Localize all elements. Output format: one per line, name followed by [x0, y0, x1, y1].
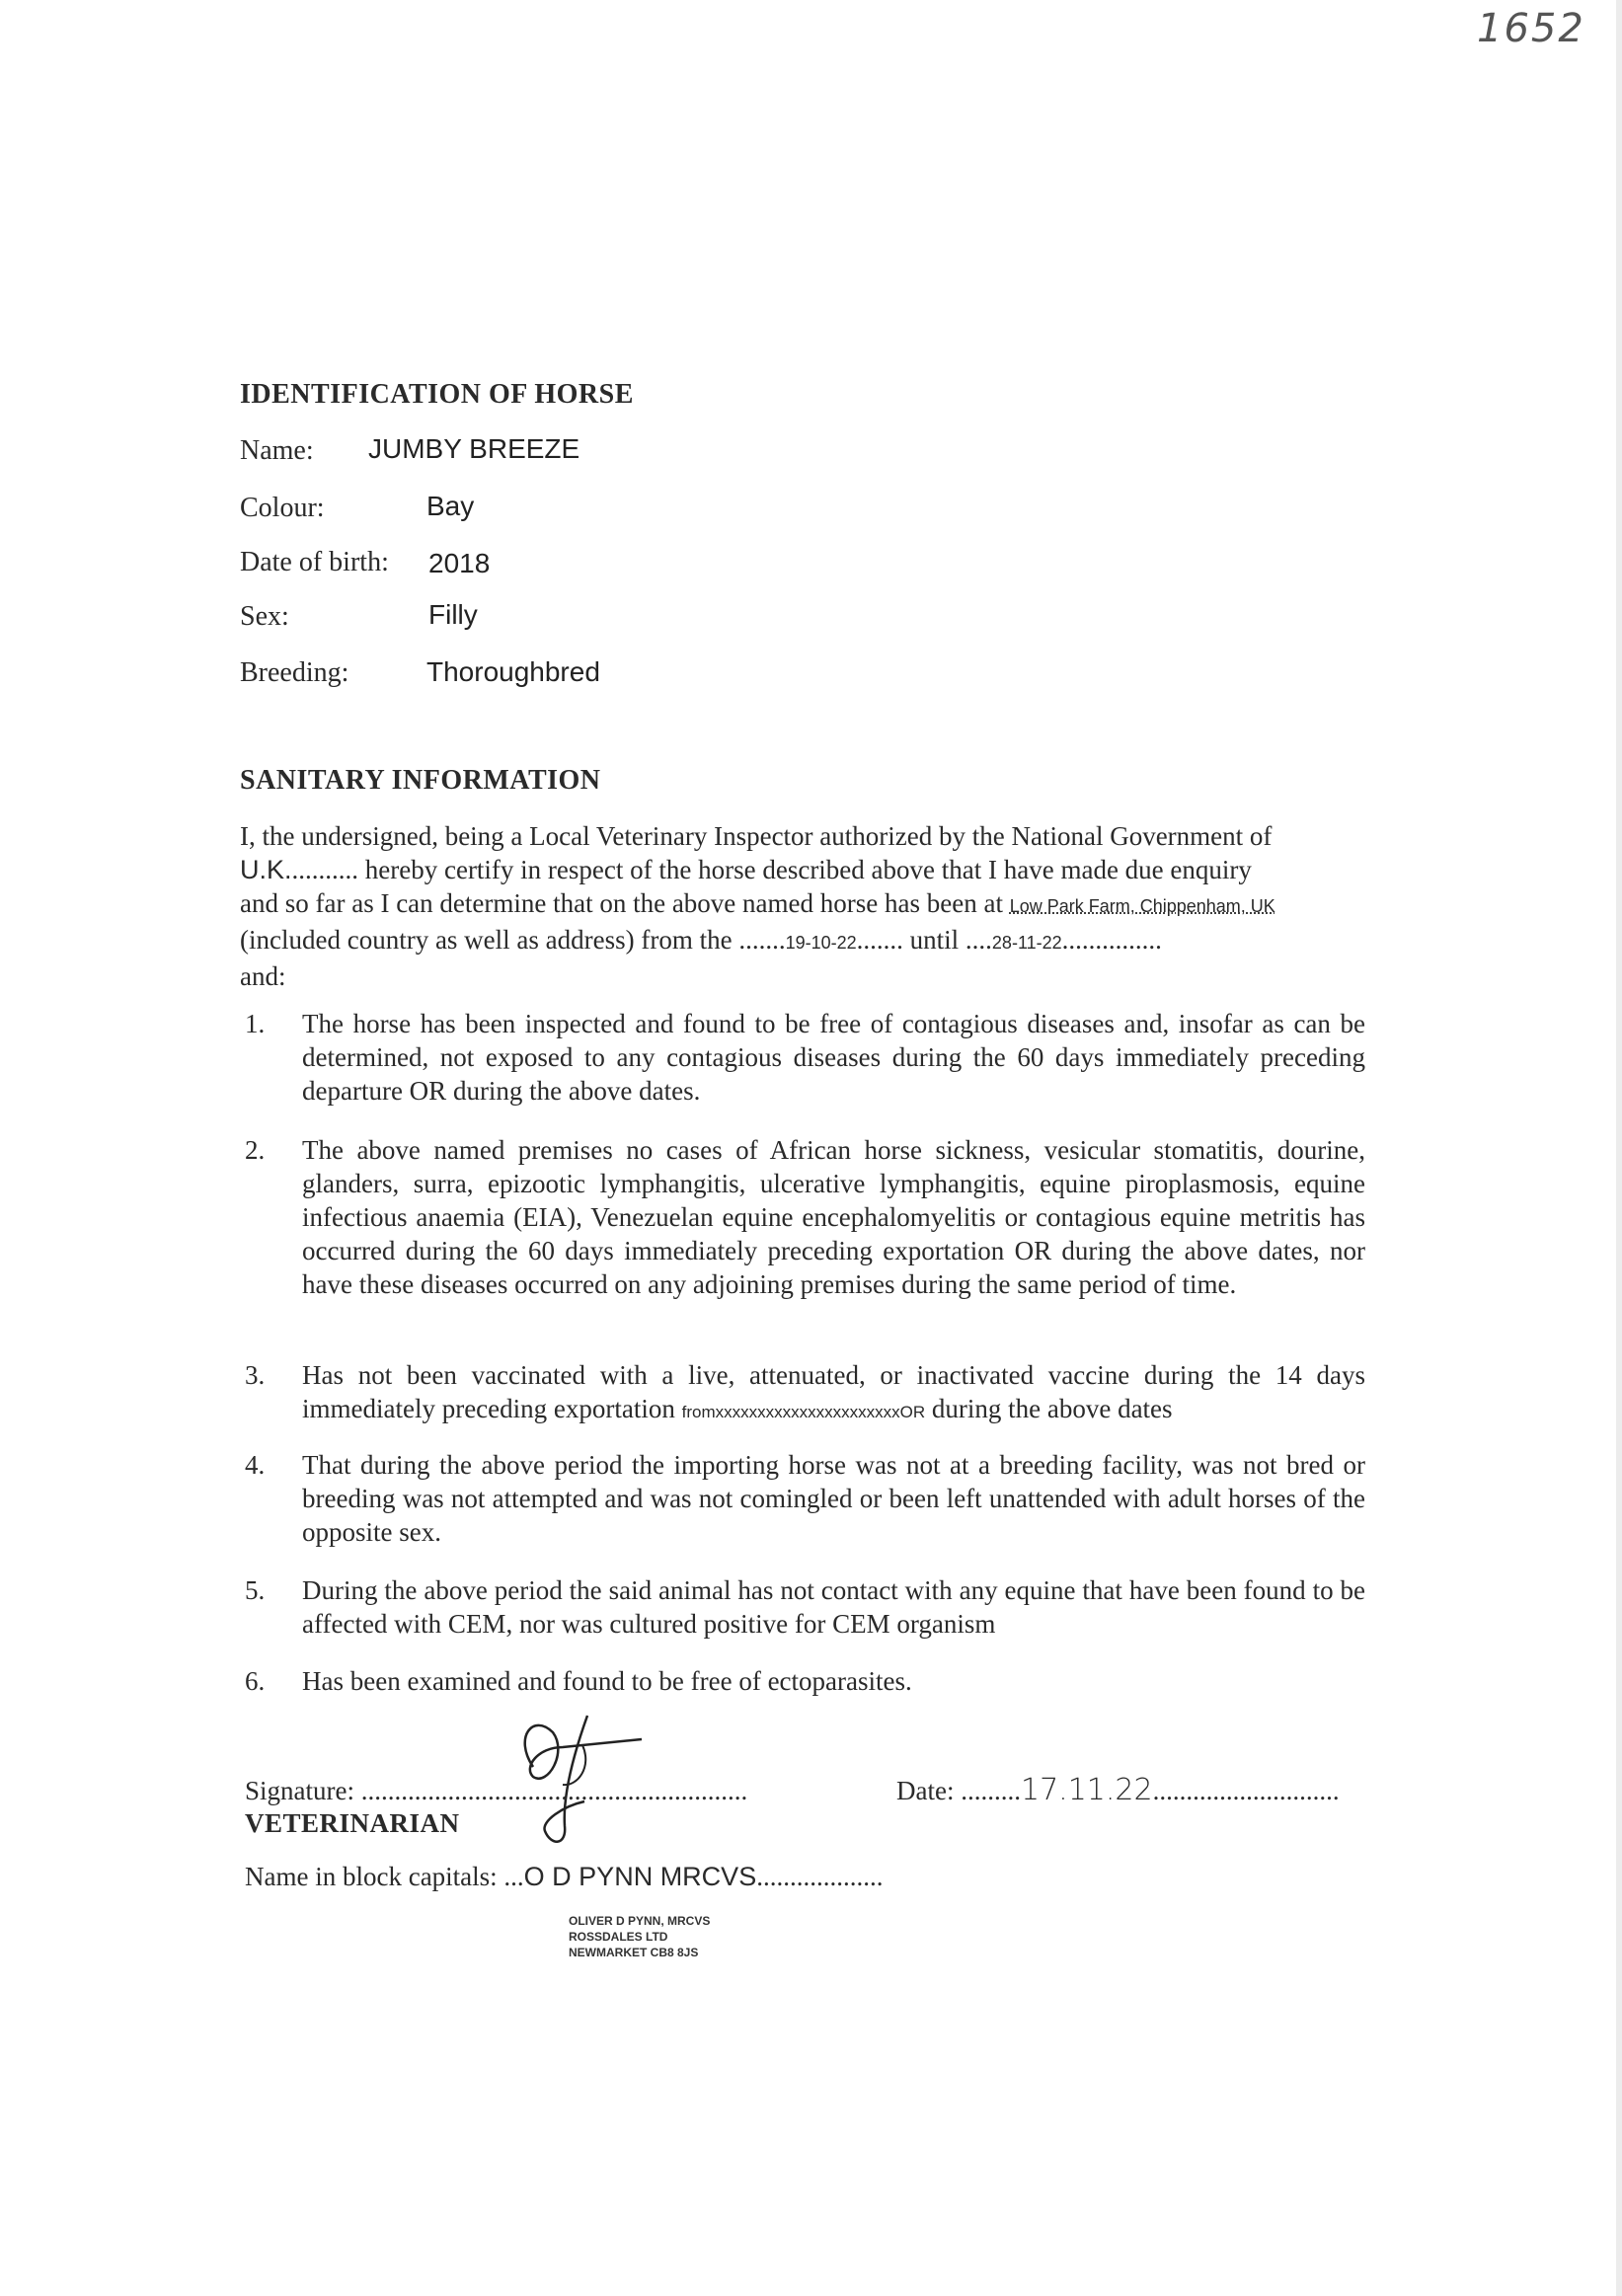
dots-b: ....... [856, 925, 903, 955]
signature-label: Signature: [245, 1776, 361, 1805]
breeding-value: Thoroughbred [426, 656, 600, 687]
condition-6-text: Has been examined and found to be free of ectoparasites. [302, 1666, 912, 1696]
intro-text-3: and so far as I can determine that on the above named horse has been at [240, 888, 1010, 918]
sex-label: Sex: [240, 601, 289, 632]
block-capitals-name: O D PYNN MRCVS [523, 1862, 757, 1891]
signature-line [245, 1776, 747, 1806]
block-capitals-line [245, 1862, 883, 1892]
colour-label: Colour: [240, 493, 325, 523]
intro-text-4: (included country as well as address) from the [240, 925, 739, 955]
condition-3-number: 3. [245, 1360, 266, 1390]
signature-dots: .......................................................... [360, 1776, 748, 1805]
condition-4-text: That during the above period the importing horse was not at a breeding facility, was not bred or breeding was not attempted and was not comingled or been left unattended with adult horses of the opposite sex. [302, 1450, 1365, 1547]
date-dots-b: ............................ [1152, 1776, 1340, 1805]
until-label: until [902, 925, 965, 955]
condition-2-text: The above named premises no cases of African horse sickness, vesicular stomatitis, dourine, glanders, surra, epizootic lymphangitis, ulcerative lymphangitis, equine piroplasmosis, equine infectious anaemia (EIA), Venezuelan equine encephalomyelitis or contagious equine metritis has occurred during the 60 days immediately preceding exportation OR during the above dates, nor have these diseases occurred on any adjoining premises during the same period of time. [302, 1135, 1365, 1299]
condition-5-number: 5. [245, 1575, 266, 1605]
page-edge [1616, 0, 1622, 2296]
name-value: JUMBY BREEZE [368, 433, 580, 464]
intro-line-1: I, the undersigned, being a Local Veterinary Inspector authorized by the National Government of [240, 821, 1273, 851]
condition-6-number: 6. [245, 1666, 266, 1696]
intro-line-2 [240, 853, 1365, 886]
condition-5-text: During the above period the said animal has not contact with any equine that have been found to be affected with CEM, nor was cultured positive for CEM organism [302, 1575, 1365, 1639]
condition-2-number: 2. [245, 1135, 266, 1165]
from-date: 19-10-22 [785, 933, 857, 953]
breeding-label: Breeding: [240, 657, 349, 688]
dob-label: Date of birth: [240, 547, 389, 577]
date-label: Date: [896, 1776, 962, 1805]
block-capitals-label: Name in block capitals: [245, 1862, 504, 1891]
intro-line-5: and: [240, 961, 286, 991]
condition-3-text-a: Has not been vaccinated with a live, attenuated, or inactivated vaccine during the 14 days immediately preceding exportation [302, 1360, 1365, 1423]
colour-value: Bay [426, 491, 475, 521]
veterinarian-label: VETERINARIAN [245, 1808, 460, 1838]
until-date: 28-11-22 [991, 933, 1062, 953]
condition-1-number: 1. [245, 1009, 266, 1038]
dob-value: 2018 [428, 548, 491, 578]
block-dots-a: ... [503, 1862, 524, 1891]
condition-3-text [302, 1358, 1365, 1429]
block-dots-b: ................... [756, 1862, 884, 1891]
handwritten-page-number: 1652 [1477, 6, 1585, 51]
veterinarian-stamp [569, 1913, 710, 1960]
intro-text-2: hereby certify in respect of the horse described above that I have made due enquiry [358, 855, 1252, 884]
identification-heading: IDENTIFICATION OF HORSE [240, 379, 634, 410]
date-line [896, 1773, 1340, 1807]
condition-1-text: The horse has been inspected and found to be free of contagious diseases and, insofar as can be determined, not exposed to any contagious diseases during the 60 days immediately preceding departure OR during the above dates. [302, 1009, 1365, 1106]
condition-3-text-b: during the above dates [925, 1394, 1173, 1423]
intro-line-3 [240, 886, 1365, 923]
sex-value: Filly [428, 599, 478, 630]
date-value: 17.11.22 [1020, 1773, 1153, 1807]
intro-line-4 [240, 923, 1365, 959]
sanitary-heading: SANITARY INFORMATION [240, 765, 601, 796]
country-dots: .......... [291, 855, 359, 884]
stamp-line-1: OLIVER D PYNN, MRCVS [569, 1914, 711, 1928]
certification-paragraph [240, 819, 1365, 993]
address-value: Low Park Farm, Chippenham, UK [1009, 896, 1275, 916]
condition-4-number: 4. [245, 1450, 266, 1480]
stamp-line-3: NEWMARKET CB8 8JS [569, 1946, 699, 1959]
dots-d: ............... [1061, 925, 1162, 955]
stamp-line-2: ROSSDALES LTD [569, 1930, 668, 1944]
dots-a: ....... [738, 925, 786, 955]
condition-3-struck: fromxxxxxxxxxxxxxxxxxxxxxxOR [681, 1403, 926, 1421]
country-value: U.K. [240, 855, 292, 884]
dots-c: .... [965, 925, 992, 955]
date-dots-a: ......... [961, 1776, 1021, 1805]
name-label: Name: [240, 435, 314, 466]
